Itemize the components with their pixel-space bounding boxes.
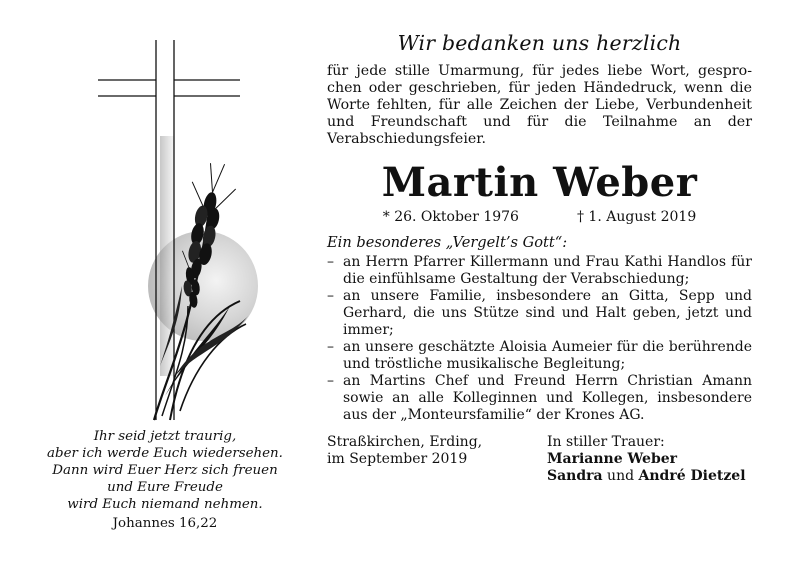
list-item	[327, 373, 752, 424]
poem-line: wird Euch niemand nehmen.	[67, 497, 263, 512]
place-line: Straßkirchen, Erding,	[327, 434, 483, 450]
bible-quote	[30, 428, 300, 532]
mourner-name: André Dietzel	[638, 468, 746, 484]
thanks-text: an unsere Familie, insbesondere an Gitta, Sepp und Gerhard, die uns Stütze sind und Halt geben, jetzt und immer;	[343, 288, 752, 338]
mourner-name: Marianne Weber	[547, 451, 678, 467]
thank-you-heading: Wir bedanken uns herzlich	[397, 31, 682, 55]
poem-line: und Eure Freude	[107, 480, 223, 495]
death-date: † 1. August 2019	[576, 209, 697, 225]
life-dates	[327, 208, 752, 226]
list-item	[327, 254, 752, 288]
poem-line: Dann wird Euer Herz sich freuen	[52, 463, 278, 478]
mourner-conjunction: und	[602, 468, 639, 484]
thanks-list	[327, 254, 752, 424]
list-item	[327, 288, 752, 339]
mourners	[547, 434, 746, 485]
thanks-text: an unsere geschätzte Aloisia Aumeier für die berührende und tröstliche musikalische Begleitung;	[343, 339, 752, 372]
dash-bullet: –	[327, 288, 334, 304]
poem-reference: Johannes 16,22	[112, 516, 218, 531]
thanks-text: an Herrn Pfarrer Killermann und Frau Kathi Handlos für die einfühlsame Gestaltung der Verabschiedung;	[343, 254, 752, 287]
place-and-date	[327, 434, 547, 485]
birth-date: * 26. Oktober 1976	[382, 209, 519, 225]
poem-line: aber ich werde Euch wiedersehen.	[47, 446, 283, 461]
dash-bullet: –	[327, 254, 334, 270]
poem-line: Ihr seid jetzt traurig,	[93, 429, 237, 444]
date-line: im September 2019	[327, 451, 468, 467]
signature-block	[327, 434, 752, 485]
list-item	[327, 339, 752, 373]
deceased-name: Martin Weber	[381, 159, 698, 206]
main-text-column	[327, 30, 752, 485]
intro-paragraph: für jede stille Umarmung, für jedes liebe Wort, gesprochen oder geschrieben, für jeden Händedruck, wenn die Worte fehlten, für alle Zeichen der Liebe, Verbundenheit und Freundschaft und für die Teilnahme an der Verabschiedungsfeier.	[327, 63, 752, 147]
dash-bullet: –	[327, 373, 334, 389]
cross-with-wheat-icon	[70, 36, 290, 421]
mourner-name: Sandra	[547, 468, 603, 484]
dash-bullet: –	[327, 339, 334, 355]
special-thanks-heading: Ein besonderes „Vergelt’s Gott“:	[327, 234, 568, 251]
mourners-label: In stiller Trauer:	[547, 434, 665, 450]
thanks-text: an Martins Chef und Freund Herrn Christian Amann sowie an alle Kolleginnen und Kollegen, insbesondere aus der „Monteursfamilie“ der Krones AG.	[343, 373, 752, 423]
